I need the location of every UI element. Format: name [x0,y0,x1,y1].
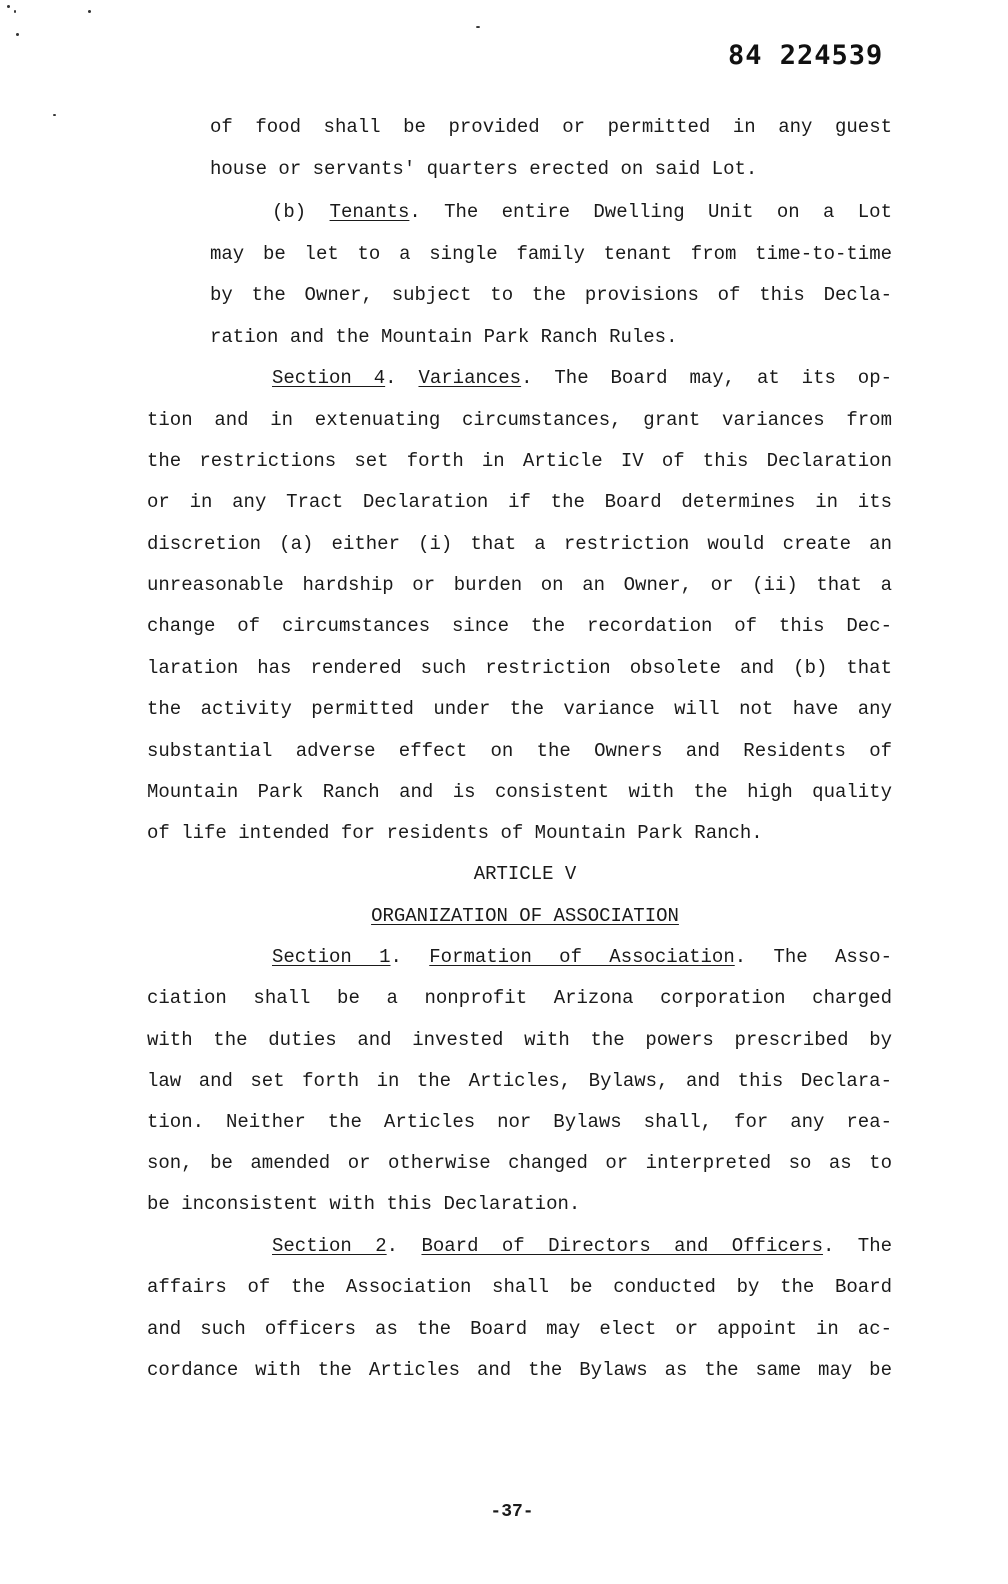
text-line [147,1028,892,1052]
text-line [147,573,892,597]
underlined-heading: Section 2 [272,1235,387,1257]
text-line [147,1110,892,1134]
text-line [147,862,903,886]
text-line [272,945,892,969]
text-line [147,408,892,432]
scan-speck [53,114,56,116]
text-segment: ration and the Mountain Park Ranch Rules. [210,326,678,348]
text-line [147,449,892,473]
text-segment: . [385,367,419,389]
underlined-heading: Section 1 [272,946,391,968]
text-line [147,1069,892,1093]
text-segment: may be let to a single family tenant from time-to-time [210,243,892,265]
text-segment: law and set forth in the Articles, Bylaws, and this Declara- [147,1070,892,1092]
text-segment: . [390,946,430,968]
text-line [147,821,892,845]
text-line [210,157,892,181]
scan-speck [14,10,16,13]
underlined-heading: Tenants [329,201,410,223]
text-line [272,1234,892,1258]
text-line [210,325,892,349]
text-line [147,1151,892,1175]
text-segment: affairs of the Association shall be conducted by the Board [147,1276,892,1298]
scan-speck [476,26,480,28]
text-line [147,1192,892,1216]
text-segment: the activity permitted under the variance will not have any [147,698,892,720]
text-segment: with the duties and invested with the powers prescribed by [147,1029,892,1051]
text-line [147,490,892,514]
text-line [272,200,892,224]
text-segment: . [386,1235,422,1257]
underlined-heading: ORGANIZATION OF ASSOCIATION [371,905,679,927]
scan-speck [88,10,91,13]
text-line [147,780,892,804]
text-segment: house or servants' quarters erected on said Lot. [210,158,758,180]
text-line [147,656,892,680]
text-segment: be inconsistent with this Declaration. [147,1193,581,1215]
text-segment: . The Board may, at its op- [521,367,893,389]
text-line [147,614,892,638]
text-line [272,366,892,390]
text-segment: tion. Neither the Articles nor Bylaws shall, for any rea- [147,1111,892,1133]
text-line [147,904,903,928]
text-segment: of food shall be provided or permitted in any guest [210,116,892,138]
text-segment: . The entire Dwelling Unit on a Lot [409,201,892,223]
text-segment: by the Owner, subject to the provisions of this Decla- [210,284,892,306]
text-segment: tion and in extenuating circumstances, grant variances from [147,409,892,431]
underlined-heading: Formation of Association [429,946,735,968]
underlined-heading: Section 4 [272,367,386,389]
text-segment: or in any Tract Declaration if the Board determines in its [147,491,892,513]
text-segment: unreasonable hardship or burden on an Owner, or (ii) that a [147,574,892,596]
underlined-heading: Board of Directors and Officers [421,1235,823,1257]
text-segment: of life intended for residents of Mountain Park Ranch. [147,822,763,844]
text-line [147,1275,892,1299]
text-line [210,242,892,266]
text-line [147,697,892,721]
text-segment: discretion (a) either (i) that a restriction would create an [147,533,892,555]
text-segment: . The Asso- [734,946,892,968]
text-line [147,739,892,763]
text-line [147,1358,892,1382]
text-segment: and such officers as the Board may elect or appoint in ac- [147,1318,892,1340]
scan-speck [7,5,10,8]
text-line [210,283,892,307]
page-number: -37- [490,1502,534,1522]
scan-speck [16,33,19,36]
text-segment: change of circumstances since the recordation of this Dec- [147,615,892,637]
text-segment: laration has rendered such restriction obsolete and (b) that [147,657,892,679]
text-segment: (b) [272,201,330,223]
text-segment: the restrictions set forth in Article IV of this Declaration [147,450,892,472]
text-line [147,986,892,1010]
text-segment: Mountain Park Ranch and is consistent with the high quality [147,781,892,803]
underlined-heading: Variances [418,367,522,389]
text-segment: substantial adverse effect on the Owners and Residents of [147,740,892,762]
text-segment: . The [822,1235,893,1257]
text-segment: ARTICLE V [473,863,577,885]
record-number: 84 224539 [728,40,884,71]
text-line [147,532,892,556]
text-line [210,115,892,139]
text-segment: son, be amended or otherwise changed or interpreted so as to [147,1152,892,1174]
text-segment: ciation shall be a nonprofit Arizona corporation charged [147,987,892,1009]
text-line [147,1317,892,1341]
text-segment: cordance with the Articles and the Bylaws as the same may be [147,1359,892,1381]
